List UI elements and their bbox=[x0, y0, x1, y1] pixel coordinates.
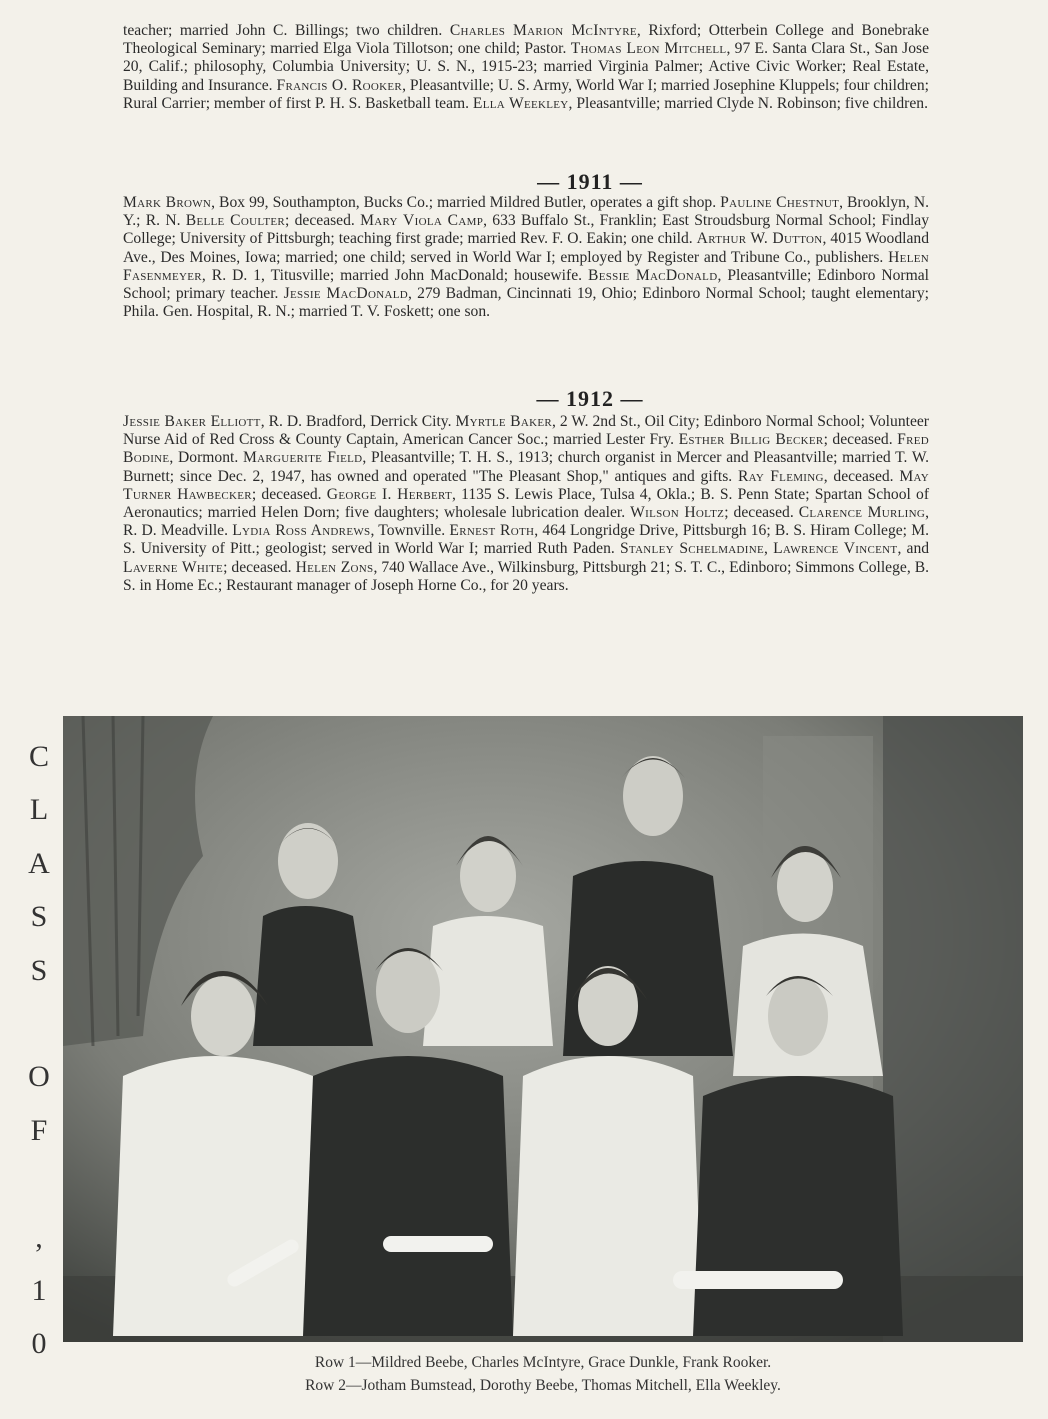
graduate-name: Laverne White bbox=[123, 558, 224, 576]
graduate-details: , 4015 Woodland Ave., Des Moines, Iowa; married; one child; served in World War I; employed by Register and Tribune Co., publishers. bbox=[123, 230, 929, 266]
graduate-details: , 2 W. 2nd St., Oil City; Edinboro Normal School; Volunteer Nurse Aid of Red Cross & County Captain, American Cancer Soc.; married Lester Fry. bbox=[123, 413, 929, 449]
graduate-details: teacher; married John C. Billings; two children. bbox=[123, 22, 450, 39]
graduate-details: ; deceased. bbox=[823, 431, 898, 449]
graduate-name: Mary Viola Camp bbox=[360, 212, 484, 230]
entries-paragraph bbox=[123, 194, 929, 321]
year-heading-1912: — 1912 — bbox=[536, 386, 644, 411]
graduate-name: Wilson Holtz bbox=[630, 504, 725, 522]
graduate-name: Thomas Leon Mitchell bbox=[570, 40, 727, 58]
class-photograph bbox=[63, 716, 1023, 1342]
graduate-name: Jessie Baker Elliott bbox=[123, 413, 261, 430]
graduate-name: Esther Billig Becker bbox=[678, 431, 824, 449]
graduate-details: , Pleasantville; Edinboro Normal School; primary teacher. bbox=[123, 266, 930, 303]
graduate-details: , Dormont. bbox=[169, 449, 243, 467]
graduate-name: Pauline Chestnut bbox=[720, 194, 840, 211]
graduate-details: ; deceased. bbox=[724, 504, 799, 522]
graduate-details: , Townville. bbox=[370, 522, 450, 540]
photo-caption-row-2: Row 2—Jotham Bumstead, Dorothy Beebe, Thomas Mitchell, Ella Weekley. bbox=[305, 1377, 781, 1394]
entries-1911 bbox=[123, 194, 929, 321]
graduate-details: , Brooklyn, N. Y.; R. N. bbox=[123, 194, 930, 230]
graduate-name: George I. Herbert bbox=[326, 485, 453, 503]
side-title-letter bbox=[22, 997, 56, 1050]
graduate-details: , Pleasantville; T. H. S., 1913; church organist in Mercer and Pleasantville; married T. W. Burnett; since Dec. 2, 1947, has owned and operated "The Pleasant Shop," antiques and gifts. bbox=[123, 449, 930, 485]
graduate-details: , 633 Buffalo St., Franklin; East Stroudsburg Normal School; Findlay College; University of Pittsburgh; teaching first grade; married Rev. F. O. Eakin; one child. bbox=[123, 212, 929, 248]
graduate-name: Stanley Schelmadine bbox=[619, 540, 765, 558]
graduate-details: , Pleasantville; U. S. Army, World War I; married Josephine Kluppels; four children; Rural Carrier; member of first P. H. S. Basketball team. bbox=[123, 76, 929, 112]
entries-paragraph bbox=[123, 22, 929, 113]
side-title-letter: S bbox=[30, 900, 48, 934]
graduate-details: ; deceased. bbox=[251, 485, 327, 503]
side-title-letter: L bbox=[29, 793, 49, 827]
graduate-details: , and bbox=[897, 540, 930, 558]
graduate-details: , 1135 S. Lewis Place, Tulsa 4, Okla.; B. S. Penn State; Spartan School of Aeronautics; married Helen Dorn; five daughters; wholesale lubrication dealer. bbox=[123, 485, 930, 522]
graduate-details: , Box 99, Southampton, Bucks Co.; married Mildred Butler, operates a gift shop. bbox=[211, 194, 721, 211]
graduate-name: Clarence Murling bbox=[798, 504, 926, 522]
graduate-details: , 740 Wallace Ave., Wilkinsburg, Pittsburgh 21; S. T. C., Edinboro; Simmons College, B. S. in Home Ec.; Restaurant manager of Joseph Horne Co., for 20 years. bbox=[123, 558, 930, 594]
side-title-letter: 0 bbox=[31, 1327, 47, 1361]
graduate-details: , 464 Longridge Drive, Pittsburgh 16; B. S. Hiram College; M. S. University of Pitt.; geologist; served in World War I; married Ruth Paden. bbox=[123, 522, 929, 558]
photo-illustration bbox=[63, 716, 1023, 1342]
side-title-letter bbox=[22, 1157, 56, 1210]
graduate-name: Jessie MacDonald bbox=[283, 285, 408, 303]
graduate-details: , bbox=[764, 540, 774, 558]
side-title-letter: S bbox=[30, 953, 48, 987]
graduate-details: , 97 E. Santa Clara St., San Jose 20, Calif.; philosophy, Columbia University; U. S. N., 1915-23; married Virginia Palmer; Active Civic Worker; Real Estate, Building and Insurance. bbox=[123, 40, 929, 94]
graduate-name: Helen Fasenmeyer bbox=[123, 248, 929, 284]
graduate-name: Mark Brown bbox=[123, 194, 212, 211]
graduate-name: Ella Weekley bbox=[472, 94, 569, 112]
graduate-details: , Pleasantville; married Clyde N. Robinson; five children. bbox=[568, 94, 928, 112]
graduate-name: Arthur W. Dutton bbox=[696, 230, 823, 248]
side-title-letter: , bbox=[35, 1220, 43, 1254]
side-title-letter: C bbox=[28, 740, 49, 773]
graduate-details: , Rixford; Otterbein College and Bonebrake Theological Seminary; married Elga Viola Tillotson; one child; Pastor. bbox=[123, 22, 930, 58]
graduate-name: Fred Bodine bbox=[123, 431, 930, 467]
side-title-letter: F bbox=[30, 1113, 48, 1147]
entries-continued bbox=[123, 22, 929, 113]
graduate-details: , 279 Badman, Cincinnati 19, Ohio; Edinboro Normal School; taught elementary; Phila. Gen. Hospital, R. N.; married T. V. Foskett; one son. bbox=[123, 285, 929, 321]
graduate-name: Helen Zons bbox=[295, 558, 374, 576]
photo-caption-row-1: Row 1—Mildred Beebe, Charles McIntyre, Grace Dunkle, Frank Rooker. bbox=[314, 1354, 772, 1371]
graduate-details: , R. D. Meadville. bbox=[123, 504, 929, 540]
graduate-name: Bessie MacDonald bbox=[588, 266, 718, 284]
entries-paragraph bbox=[123, 413, 929, 595]
graduate-name: Ray Fleming bbox=[737, 467, 824, 485]
graduate-name: Belle Coulter bbox=[185, 212, 286, 230]
side-title-letter: O bbox=[28, 1060, 50, 1094]
side-title-letter: 1 bbox=[31, 1274, 47, 1308]
graduate-name: Francis O. Rooker bbox=[276, 76, 403, 94]
year-heading-1911: — 1911 — bbox=[537, 169, 643, 194]
graduate-name: Charles Marion McIntyre bbox=[449, 22, 637, 39]
graduate-name: Marguerite Field bbox=[242, 449, 363, 467]
graduate-name: Lydia Ross Andrews bbox=[232, 522, 371, 540]
graduate-name: Ernest Roth bbox=[449, 522, 535, 540]
graduate-details: , R. D. Bradford, Derrick City. bbox=[260, 413, 456, 430]
graduate-name: Lawrence Vincent bbox=[773, 540, 898, 558]
graduate-details: , R. D. 1, Titusville; married John MacDonald; housewife. bbox=[201, 266, 589, 284]
graduate-details: , deceased. bbox=[823, 467, 900, 485]
side-title-letter: A bbox=[28, 846, 50, 880]
graduate-name: May Turner Hawbecker bbox=[123, 467, 929, 503]
entries-1912 bbox=[123, 413, 929, 595]
graduate-details: ; deceased. bbox=[223, 558, 296, 576]
class-of-1910-vertical-title bbox=[22, 730, 56, 1371]
graduate-name: Myrtle Baker bbox=[455, 413, 552, 430]
graduate-details: ; deceased. bbox=[285, 212, 361, 230]
